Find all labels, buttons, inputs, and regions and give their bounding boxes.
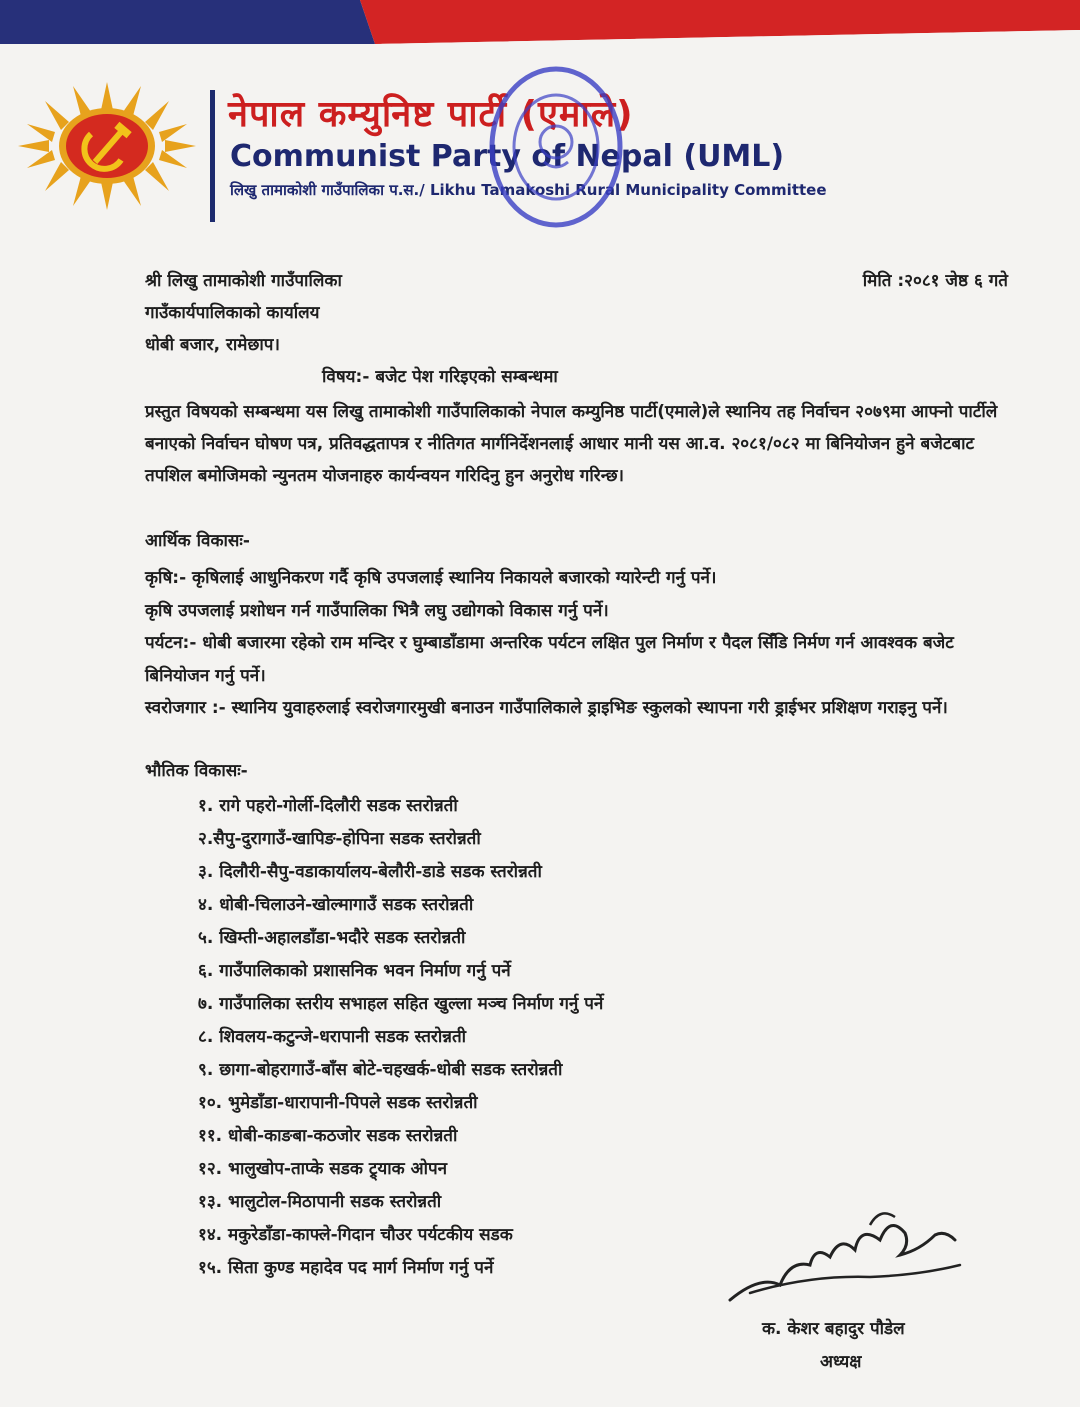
list-item: २.सैपु-दुरागाउँ-खापिङ-होपिना सडक स्तरोन्नती [198, 829, 481, 849]
party-logo-icon [18, 82, 196, 212]
party-name-english: Communist Party of Nepal (UML) [230, 139, 785, 174]
economic-item: कृषि उपजलाई प्रशोधन गर्न गाउँपालिका भित्रै लघु उद्योगको विकास गर्नु पर्ने। [145, 600, 609, 621]
economic-items [145, 562, 1015, 725]
list-item: ६. गाउँपालिकाको प्रशासनिक भवन निर्माण गर्नु पर्ने [198, 961, 511, 981]
letter-subject: विषय:- बजेट पेश गरिइएको सम्बन्धमा [322, 367, 558, 387]
list-item: ११. धोबी-काङबा-कठजोर सडक स्तरोन्नती [198, 1126, 458, 1146]
list-item: ३. दिलौरी-सैपु-वडाकार्यालय-बेलौरी-डाडे सडक स्तरोन्नती [198, 862, 542, 882]
signatory-title: अध्यक्ष [820, 1352, 862, 1372]
header-divider [210, 90, 215, 222]
section-heading-physical: भौतिक विकासः- [145, 761, 248, 781]
list-item: ४. धोबी-चिलाउने-खोल्मागाउँ सडक स्तरोन्नती [198, 895, 474, 915]
list-item: १०. भुमेडाँडा-धारापानी-पिपले सडक स्तरोन्नती [198, 1093, 478, 1113]
intro-paragraph [145, 396, 1015, 492]
list-item: ९. छागा-बोहरागाउँ-बाँस बोटे-चहखर्क-धोबी सडक स्तरोन्नती [198, 1060, 563, 1080]
party-name-nepali: नेपाल कम्युनिष्ट पार्टी (एमाले) [228, 94, 634, 135]
list-item: १५. सिता कुण्ड महादेव पद मार्ग निर्माण गर्नु पर्ने [198, 1258, 494, 1278]
list-item: ८. शिवलय-कटुन्जे-धरापानी सडक स्तरोन्नती [198, 1027, 467, 1047]
signatory-name: क. केशर बहादुर पौडेल [762, 1319, 905, 1339]
economic-item: स्वरोजगार :- स्थानिय युवाहरुलाई स्वरोजगारमुखी बनाउन गाउँपालिकाले ड्राइभिङ स्कुलको स्थापना गरी ड्राईभर प्रशिक्षण गराइनु पर्ने। [145, 698, 948, 718]
top-color-band [0, 0, 1080, 50]
list-item: १४. मकुरेडाँडा-काफ्ले-गिदान चौउर पर्यटकीय सडक [198, 1225, 513, 1245]
recipient-line-1: श्री लिखु तामाकोशी गाउँपालिका [145, 271, 342, 291]
economic-item: पर्यटन:- धोबी बजारमा रहेको राम मन्दिर र घुम्बाडाँडामा अन्तरिक पर्यटन लक्षित पुल निर्माण र पैदल सिँडि निर्मण गर्न आवश्वक बजेट बिनियोजन गर्नु पर्ने। [145, 633, 954, 686]
economic-item: कृषि:- कृषिलाई आधुनिकरण गर्दै कृषि उपजलाई स्थानिय निकायले बजारको ग्यारेन्टी गर्नु पर्ने। [145, 568, 717, 588]
signature-icon [720, 1205, 965, 1310]
section-heading-economic: आर्थिक विकासः- [145, 531, 250, 551]
recipient-line-3: धोबी बजार, रामेछाप। [145, 335, 280, 355]
committee-name: लिखु तामाकोशी गाउँपालिका प.स./ Likhu Tamakoshi Rural Municipality Committee [230, 181, 827, 199]
list-item: ७. गाउँपालिका स्तरीय सभाहल सहित खुल्ला मञ्च निर्माण गर्नु पर्ने [198, 994, 604, 1014]
physical-items-list [198, 790, 603, 1285]
letter-date: मिति :२०८१ जेष्ठ ६ गते [862, 271, 1008, 291]
official-seal-icon [486, 62, 626, 232]
list-item: १. रागे पहरो-गोर्ली-दिलौरी सडक स्तरोन्नती [198, 796, 458, 816]
list-item: १२. भालुखोप-ताप्के सडक ट्र्याक ओपन [198, 1159, 448, 1179]
list-item: १३. भालुटोल-मिठापानी सडक स्तरोन्नती [198, 1192, 442, 1212]
recipient-line-2: गाउँकार्यपालिकाको कार्यालय [145, 303, 320, 323]
intro-text: प्रस्तुत विषयको सम्बन्धमा यस लिखु तामाकोशी गाउँपालिकाको नेपाल कम्युनिष्ठ पार्टी(एमाले)ले स्थानिय तह निर्वाचन २०७९मा आफ्नो पार्टीले बनाएको निर्वाचन घोषण पत्र, प्रतिवद्धतापत्र र नीतिगत मार्गनिर्देशनलाई आधार मानी यस आ.व. २०८१/०८२ मा बिनियोजन हुने बजेटबाट तपशिल बमोजिमको न्युनतम योजनाहरु कार्यन्वयन गरिदिनु हुन अनुरोध गरिन्छ। [145, 402, 998, 486]
list-item: ५. खिम्ती-अहालडाँडा-भदौरे सडक स्तरोन्नती [198, 928, 466, 948]
